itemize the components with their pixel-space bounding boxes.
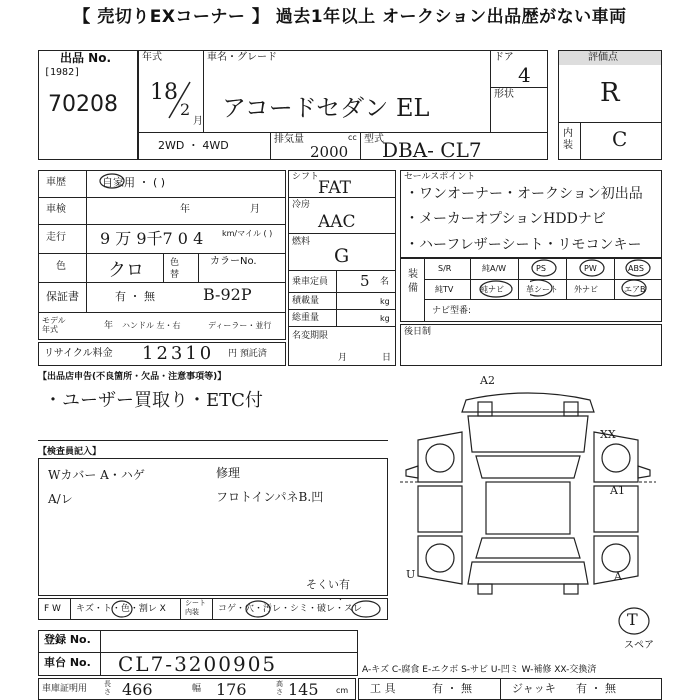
notes-label: 【出品店申告(不良箇所・欠品・注意事項等)】 (38, 372, 227, 382)
warranty-code: B-92P (203, 285, 252, 304)
name-change-label: 名変期限 (292, 331, 329, 341)
sales-item-3: ・ハーフレザーシート・リモコンキー (405, 237, 642, 253)
capacity-unit: 名 (380, 277, 390, 287)
equip-sr: S/R (438, 264, 452, 273)
lot-label: 出品 No. (60, 51, 112, 65)
color-change-label: 色替 (170, 258, 180, 280)
interior-fw-items: キズ・ト・色・割レ X (76, 604, 166, 614)
inspection-month: 月 (250, 204, 260, 215)
inspector-left1: Wカバー A・ハゲ (48, 468, 145, 482)
spare-label: スペア (624, 640, 654, 651)
notes-value: ・ユーザー買取り・ETC付 (44, 390, 263, 411)
equip-tv: 純TV (435, 285, 454, 294)
load-unit: kg (380, 297, 390, 306)
model-year-dealer: ディーラー・並行 (208, 321, 272, 330)
equip-label: 装備 (408, 269, 418, 294)
equip-navi: 純ナビ (480, 285, 504, 294)
equip-circles (530, 258, 660, 300)
interior-seat-items: コゲ・穴・汚レ・シミ・破レ・スレ (218, 604, 363, 614)
history-value: 自家用 ・ ( ) (102, 176, 166, 189)
inspector-left2: A/レ (48, 492, 73, 506)
tools-jack-value: 有 ・ 無 (576, 682, 616, 695)
displacement-label: 排気量 (274, 134, 304, 145)
color-code-label: カラーNo. (210, 256, 257, 267)
tools-jack: ジャッキ (512, 682, 556, 695)
recycle-value: 12310 (142, 343, 215, 364)
diagram-a: A (614, 570, 622, 583)
type-label: 型式 (364, 134, 384, 145)
model-year-label: モデル年式 (42, 316, 66, 334)
diagram-a2: A2 (480, 374, 495, 387)
equip-pw: PW (584, 264, 597, 273)
rating-value: R (600, 78, 620, 108)
inspection-year: 年 (180, 204, 190, 215)
doors-label: ドア (494, 52, 514, 63)
shift-value: FAT (318, 178, 352, 198)
cert-cm: cm (336, 686, 349, 695)
name-change-day: 日 (382, 353, 392, 363)
mileage-unit: km/マイル ( ) (222, 229, 273, 238)
equip-leather: 革シート (526, 285, 558, 294)
warranty-label: 保証書 (46, 290, 79, 303)
inspection-label: 車検 (46, 204, 66, 215)
year-month-unit: 月 (193, 116, 203, 127)
gross-label: 総重量 (292, 313, 320, 323)
model-label: 車名・グレード (207, 52, 277, 63)
spare-symbol: T (627, 610, 638, 629)
inspector-right2: フロトインパネB.凹 (216, 490, 324, 504)
after-label: 後日制 (404, 327, 432, 337)
interior-fw: F W (44, 604, 61, 614)
recycle-unit: 円 預託済 (228, 349, 267, 359)
diagram-u: U (406, 568, 416, 581)
mileage-value: 9 万 9千7 0 4 (100, 229, 204, 248)
capacity-label: 乗車定員 (292, 277, 329, 287)
cert-hgt: 高さ (276, 680, 283, 696)
year-slash (165, 80, 195, 120)
legend-text: A-キズ C-腐食 E-エクボ S-サビ U-凹ミ W-補修 XX-交換済 (362, 665, 597, 675)
equip-extnavi: 外ナビ (574, 285, 598, 294)
name-change-month: 月 (338, 353, 348, 363)
equip-navi-model-label: ナビ型番: (432, 306, 472, 316)
model-year-handle: ハンドル 左・右 (122, 321, 181, 330)
year-label: 年式 (142, 52, 162, 63)
sales-item-2: ・メーカーオプションHDDナビ (405, 211, 606, 227)
history-label: 車歴 (46, 177, 66, 188)
cert-len: 長さ (104, 680, 111, 696)
chassis-value: CL7-3200905 (118, 652, 278, 676)
interior-annotation: そくい有 (306, 578, 350, 591)
equip-aw: 純A/W (482, 264, 507, 273)
color-label: 色 (56, 261, 66, 272)
lot-code: [1982] (44, 67, 81, 78)
equip-ps: PS (536, 264, 546, 273)
drive-label: 2WD ・ 4WD (158, 139, 229, 152)
displacement-value: 2000 (310, 143, 349, 161)
interior-circles (110, 598, 386, 620)
cert-hgt-value: 145 (288, 680, 319, 699)
tools-box (358, 678, 662, 700)
fuel-value: G (334, 245, 350, 267)
equip-airbag: エアB (624, 285, 646, 294)
load-label: 積載量 (292, 296, 320, 306)
inspector-right1: 修理 (216, 466, 241, 480)
interior-seat: シート内装 (185, 599, 206, 616)
year-value: 18 (150, 80, 178, 105)
cert-label: 車庫証明用 (42, 684, 88, 694)
cert-wid-value: 176 (216, 680, 247, 699)
aircon-value: AAC (318, 212, 356, 232)
history-circle (98, 172, 126, 190)
equip-circle-navi (476, 278, 516, 300)
aircon-label: 冷房 (292, 200, 311, 210)
model-year-year: 年 (104, 321, 114, 331)
rating-label: 評価点 (588, 52, 618, 63)
sales-item-1: ・ワンオーナー・オークション初出品 (405, 186, 643, 202)
car-damage-diagram (398, 372, 668, 602)
diagram-a1: A1 (610, 484, 625, 497)
cert-wid: 幅 (192, 684, 202, 694)
recycle-label: リサイクル料金 (44, 348, 113, 359)
type-value: DBA- CL7 (382, 138, 482, 162)
warranty-value: 有 ・ 無 (115, 290, 155, 303)
sales-label: セールスポイント (404, 172, 476, 182)
color-value: クロ (108, 260, 144, 281)
fuel-label: 燃料 (292, 237, 311, 247)
doors-value: 4 (518, 63, 531, 87)
mileage-label: 走行 (46, 232, 66, 243)
gross-unit: kg (380, 314, 390, 323)
capacity-value: 5 (360, 272, 370, 290)
shift-label: シフト (292, 172, 320, 182)
tools-value: 有 ・ 無 (432, 682, 472, 695)
shape-label: 形状 (494, 89, 514, 100)
after-box (400, 324, 662, 366)
equip-abs: ABS (628, 264, 644, 273)
year-month: 2 (180, 100, 191, 119)
chassis-label: 車台 No. (44, 656, 91, 669)
displacement-unit: cc (348, 133, 357, 142)
inspector-label: 【検査員記入】 (38, 447, 102, 457)
reg-label: 登録 No. (44, 633, 91, 646)
interior-value: C (612, 127, 628, 151)
tools-label: 工 具 (370, 682, 396, 695)
cert-len-value: 466 (122, 680, 153, 699)
lot-number: 70208 (48, 92, 118, 117)
banner-title: 【 売切りEXコーナー 】 過去1年以上 オークション出品歴がない車両 (73, 7, 627, 27)
spec-box (38, 170, 286, 340)
diagram-xx: XX (600, 428, 616, 441)
model-value: アコードセダン EL (222, 94, 430, 122)
interior-label: 内装 (563, 128, 573, 151)
